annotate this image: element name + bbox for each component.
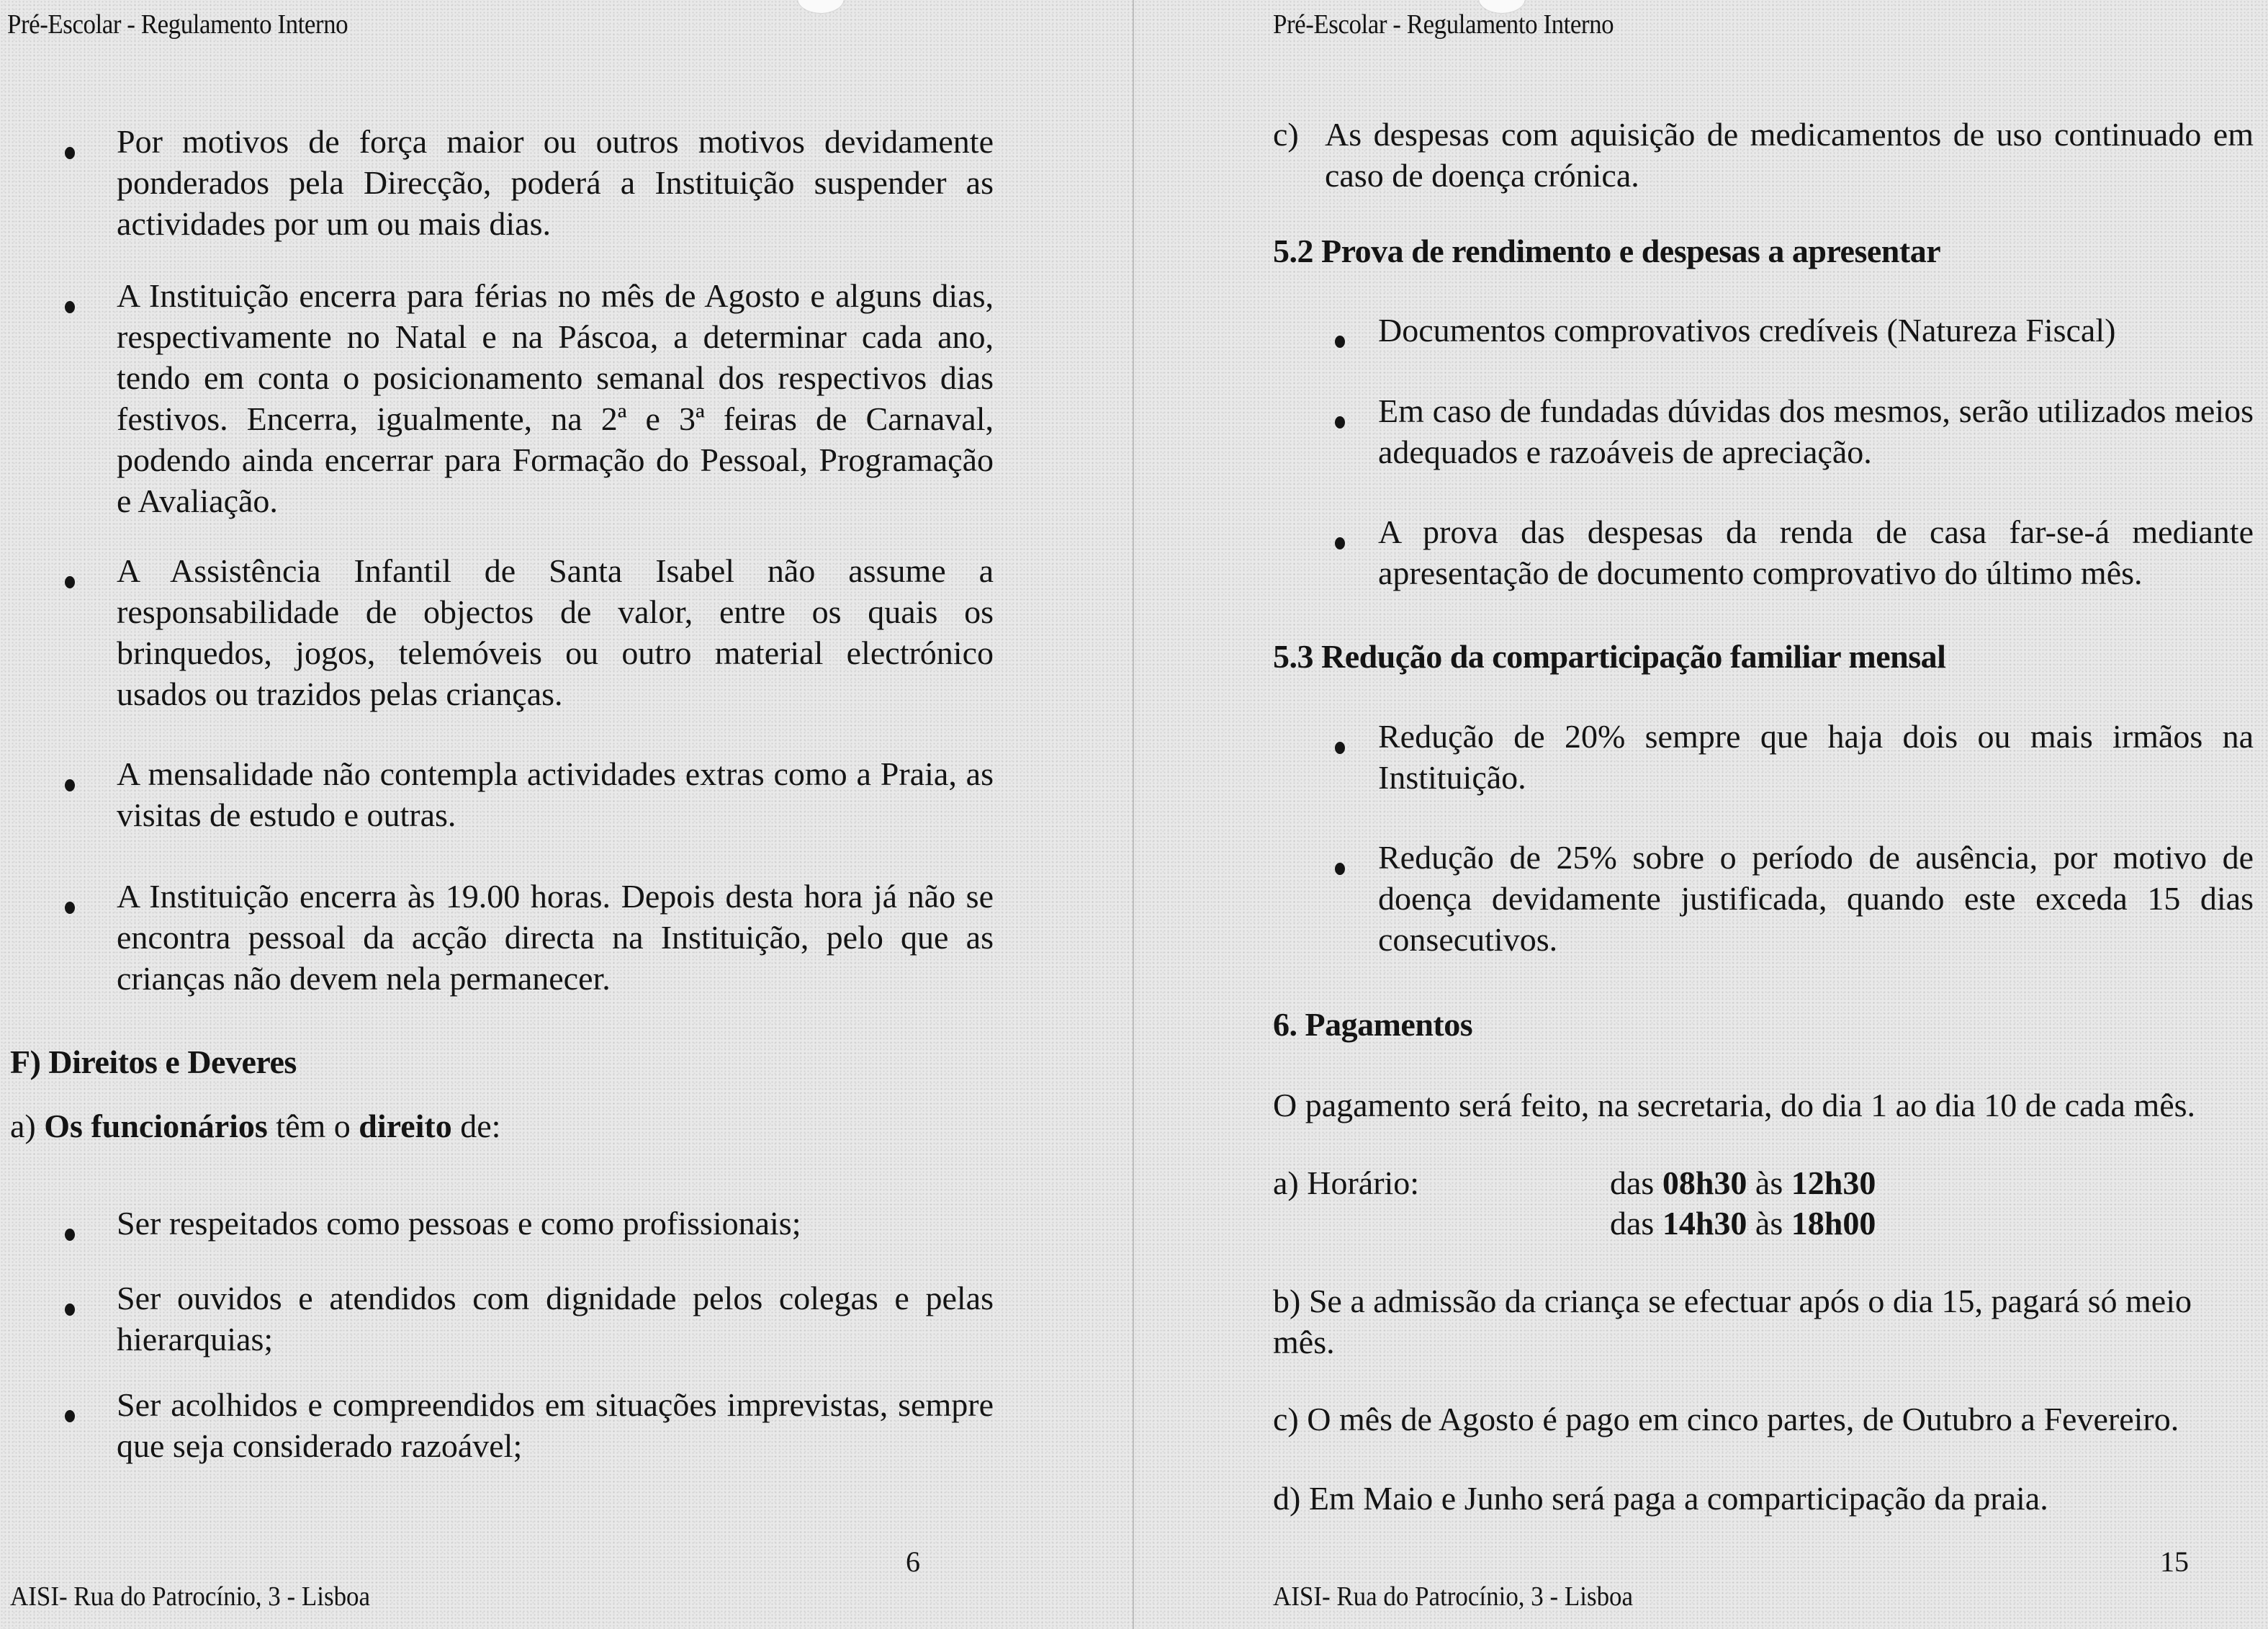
section-heading-f: F) Direitos e Deveres: [10, 1044, 297, 1080]
subsection-rights-intro: [10, 1105, 500, 1146]
schedule-end: 18h00: [1791, 1205, 1876, 1242]
subsection-prefix: a): [10, 1108, 45, 1144]
bullet-text: A mensalidade não contempla actividades extras como a Praia, as visitas de estudo e outras.: [117, 755, 994, 833]
bullet-text: Redução de 20% sempre que haja dois ou mais irmãos na Instituição.: [1378, 718, 2254, 796]
right-item: Ser acolhidos e compreendidos em situações imprevistas, sempre que seja considerado razoável;: [117, 1386, 994, 1464]
bullet-icon: [1335, 416, 1345, 428]
subsection-subject: Os funcionários: [44, 1108, 268, 1144]
schedule-mid: às: [1747, 1164, 1791, 1201]
bullet-text: Documentos comprovativos credíveis (Natureza Fiscal): [1378, 312, 2116, 349]
payment-item-c: c) O mês de Agosto é pago em cinco partes, de Outubro a Fevereiro.: [1273, 1401, 2179, 1437]
schedule-start: 14h30: [1662, 1205, 1747, 1242]
bullet-text: Redução de 25% sobre o período de ausência, por motivo de doença devidamente justificada, quando este exceda 15 dias consecutivos.: [1378, 839, 2254, 958]
bullet-text: A Assistência Infantil de Santa Isabel não assume a responsabilidade de objectos de valor, entre os quais os brinquedos, jogos, telemóveis ou outro material electrónico usados ou trazidos pelas crianças.: [117, 552, 994, 712]
footer-address: AISI- Rua do Patrocínio, 3 - Lisboa: [10, 1581, 371, 1612]
bullet-text: A Instituição encerra às 19.00 horas. Depois desta hora já não se encontra pessoal da acção directa na Instituição, pelo que as crianças não devem nela permanecer.: [117, 878, 994, 997]
punch-hole: [798, 0, 844, 13]
left-page: [0, 0, 1133, 1629]
bullet-text: Por motivos de força maior ou outros motivos devidamente ponderados pela Direcção, poderá a Instituição suspender as actividades por um ou mais dias.: [117, 123, 994, 242]
bullet-icon: [65, 779, 75, 791]
bullet-icon: [1335, 336, 1345, 348]
bullet-icon: [65, 1303, 75, 1316]
schedule-label: a) Horário:: [1273, 1164, 1420, 1201]
bullet-icon: [1335, 742, 1345, 754]
bullet-icon: [65, 147, 75, 159]
bullet-icon: [65, 576, 75, 588]
payment-item-d: d) Em Maio e Junho será paga a comparticipação da praia.: [1273, 1480, 2048, 1517]
section-heading-5-2: 5.2 Prova de rendimento e despesas a apresentar: [1273, 233, 1941, 269]
subsection-middle: têm o: [267, 1108, 359, 1144]
payment-item-b: b) Se a admissão da criança se efectuar após o dia 15, pagará só meio mês.: [1273, 1283, 2192, 1360]
bullet-icon: [65, 301, 75, 313]
section-heading-5-3: 5.3 Redução da comparticipação familiar mensal: [1273, 638, 1946, 675]
section-heading-6: 6. Pagamentos: [1273, 1006, 1473, 1043]
bullet-icon: [1335, 537, 1345, 549]
schedule-prefix: das: [1610, 1164, 1662, 1201]
bullet-text: A prova das despesas da renda de casa far-se-á mediante apresentação de documento comprovativo do último mês.: [1378, 513, 2254, 591]
bullet-icon: [1335, 863, 1345, 875]
bullet-icon: [65, 1410, 75, 1422]
right-item: Ser respeitados como pessoas e como profissionais;: [117, 1205, 801, 1242]
bullet-text: Em caso de fundadas dúvidas dos mesmos, serão utilizados meios adequados e razoáveis de apreciação.: [1378, 392, 2254, 470]
bullet-icon: [65, 902, 75, 914]
schedule-end: 12h30: [1791, 1164, 1876, 1201]
item-c-label: c): [1273, 116, 1299, 153]
page-number: 15: [2160, 1545, 2189, 1578]
running-header: Pré-Escolar - Regulamento Interno: [1273, 9, 1614, 40]
bullet-icon: [65, 1229, 75, 1241]
payment-intro: O pagamento será feito, na secretaria, do dia 1 ao dia 10 de cada mês.: [1273, 1087, 2196, 1123]
subsection-suffix: de:: [451, 1108, 501, 1144]
footer-address: AISI- Rua do Patrocínio, 3 - Lisboa: [1273, 1581, 1634, 1612]
schedule-row-morning: [1610, 1162, 1876, 1203]
right-page: [1135, 0, 2268, 1629]
subsection-bold-word: direito: [359, 1108, 452, 1144]
page-number: 6: [906, 1545, 920, 1578]
bullet-text: A Instituição encerra para férias no mês de Agosto e alguns dias, respectivamente no Natal e na Páscoa, a determinar cada ano, tendo em conta o posicionamento semanal dos respectivos dias festivos. Encerra, igualmente, na 2ª e 3ª feiras de Carnaval, podendo ainda encerrar para Formação do Pessoal, Programação e Avaliação.: [117, 277, 994, 519]
schedule-start: 08h30: [1662, 1164, 1747, 1201]
schedule-row-afternoon: [1610, 1203, 1876, 1244]
schedule-mid: às: [1747, 1205, 1791, 1242]
right-item: Ser ouvidos e atendidos com dignidade pelos colegas e pelas hierarquias;: [117, 1280, 994, 1358]
schedule-prefix: das: [1610, 1205, 1662, 1242]
item-c-text: As despesas com aquisição de medicamentos de uso continuado em caso de doença crónica.: [1325, 116, 2254, 194]
running-header: Pré-Escolar - Regulamento Interno: [7, 9, 348, 40]
